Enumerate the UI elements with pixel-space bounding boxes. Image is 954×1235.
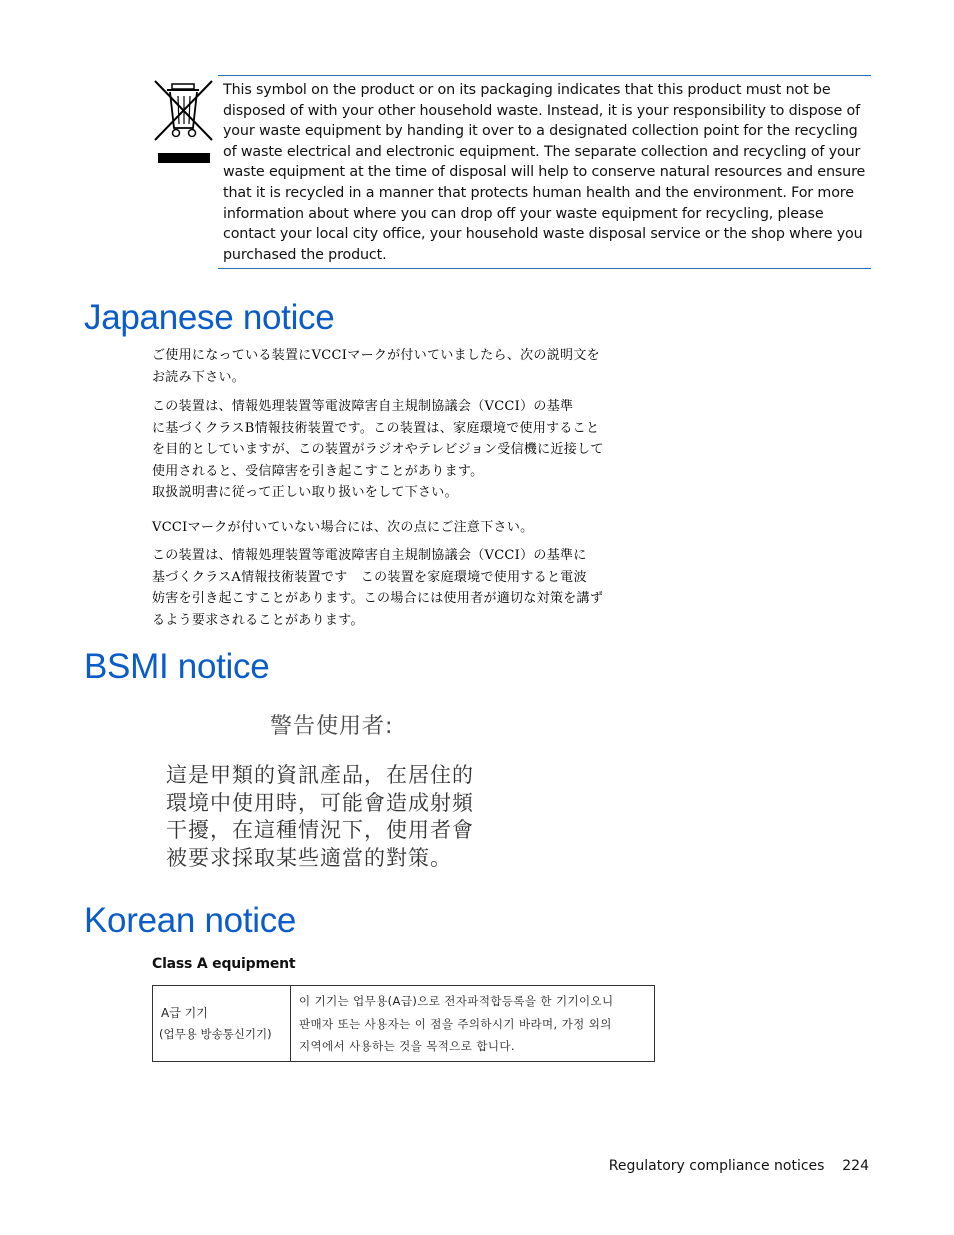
japanese-intro-line: お読み下さい。: [152, 369, 246, 385]
crossed-out-wheelie-bin-icon: [150, 78, 216, 168]
japanese-no-vcci-line: VCCIマークが付いていない場合には、次の点にご注意下さい。: [152, 520, 534, 535]
japanese-class-b-line: に基づくクラスB情報技術装置です。この装置は、家庭環境で使用すること: [152, 420, 600, 436]
japanese-no-vcci-text: [152, 517, 632, 539]
korean-statement-cell: [291, 986, 654, 1061]
japanese-intro-line: ご使用になっている装置にVCCIマークが付いていましたら、次の説明文を: [152, 348, 600, 363]
japanese-class-b-line: この装置は、情報処理装置等電波障害自主規制協議会（VCCI）の基準: [152, 399, 574, 414]
japanese-intro: [152, 345, 632, 388]
japanese-class-a-line: るよう要求されることがあります。: [152, 612, 364, 628]
japanese-class-a-text: [152, 545, 632, 631]
bsmi-line: 這是甲類的資訊產品，在居住的: [166, 763, 474, 787]
korean-statement-line: 지역에서 사용하는 것을 목적으로 합니다.: [299, 1039, 515, 1053]
japanese-class-a-line: この装置は、情報処理装置等電波障害自主規制協議会（VCCI）の基準に: [152, 548, 587, 563]
bsmi-warning-title: 警告使用者:: [270, 714, 394, 739]
weee-notice-text: This symbol on the product or on its packaging indicates that this product must not be disposed of with your other household waste. Instead, it is your responsibility to dispose of your waste equipment by handing it over to a designated collection point for the recycling of waste electrical and electronic equipment. The separate collection and recycling of your waste equipment at the time of disposal will help to conserve natural resources and ensure that it is recycled in a manner that protects human health and the environment. For more information about where you can drop off your waste equipment for recycling, please contact your local city office, your household waste disposal service or the shop where you purchased the product.: [223, 82, 866, 263]
japanese-class-b-line: を目的としていますが、この装置がラジオやテレビジョン受信機に近接して: [152, 442, 604, 457]
japanese-class-b-line: 使用されると、受信障害を引き起こすことがあります。: [152, 463, 484, 479]
page-number: 224: [842, 1158, 869, 1174]
bsmi-line: 被要求採取某些適當的對策。: [166, 845, 452, 870]
footer-section-title: Regulatory compliance notices: [608, 1158, 825, 1174]
japanese-class-b-text: [152, 396, 632, 504]
korean-statement-line: 이 기기는 업무용(A급)으로 전자파적합등록을 한 기기이오니: [299, 994, 614, 1008]
korean-notice-table: [152, 985, 655, 1062]
bsmi-line: 干擾，在這種情況下，使用者會: [166, 818, 474, 842]
korean-class-cell: [153, 986, 291, 1061]
class-a-label: Class A equipment: [152, 956, 296, 972]
page-footer: [609, 1158, 869, 1174]
korean-notice-heading: Korean notice: [84, 901, 297, 940]
japanese-class-b-line: 取扱説明書に従って正しい取り扱いをして下さい。: [152, 485, 458, 500]
korean-class-line: (업무용 방송통신기기): [159, 1027, 272, 1041]
korean-statement-line: 판매자 또는 사용자는 이 점을 주의하시기 바라며, 가정 외의: [299, 1016, 612, 1031]
bsmi-notice-heading: BSMI notice: [84, 647, 270, 686]
japanese-class-a-line: 妨害を引き起こすことがあります。この場合には使用者が適切な対策を講ず: [152, 591, 604, 606]
bsmi-line: 環境中使用時，可能會造成射頻: [166, 790, 474, 815]
bsmi-warning-text: [166, 762, 496, 872]
japanese-class-a-line: 基づくクラスA情報技術装置です この装置を家庭環境で使用すると電波: [152, 569, 587, 585]
korean-class-line: A급 기기: [161, 1006, 208, 1020]
japanese-notice-heading: Japanese notice: [84, 298, 335, 337]
